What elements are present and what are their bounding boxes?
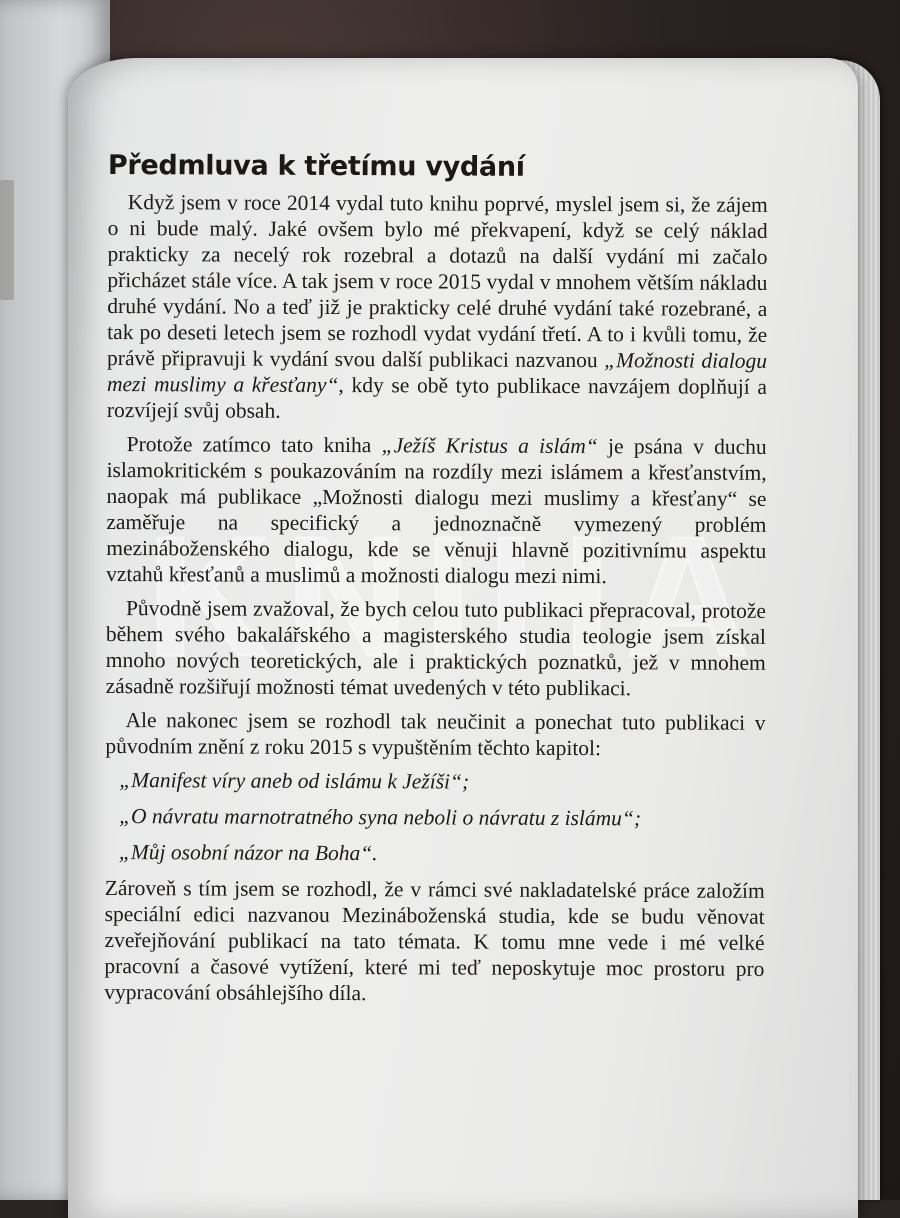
paragraph-1-book-title: „Možnosti dialogu mezi muslimy a křesťany“ [106, 348, 768, 398]
watermark-letter: H [487, 502, 611, 692]
removed-chapter-item: „Můj osobní názor na Boha“. [118, 840, 378, 866]
watermark-letter: N [285, 502, 409, 692]
watermark-letter: K [146, 502, 270, 692]
removed-chapter-item: „O návratu marnotratného syna neboli o návratu z islámu“; [119, 804, 642, 831]
paragraph-2-text: Protože zatímco tato kniha [126, 432, 382, 458]
paragraph-2-text-end: je psána v duchu islamokritickém s poukazováním na rozdíly mezi islámem a křesťanstvím, naopak má publikace „Možnosti dialogu mezi muslimy a křesťany“ se zaměřuje na specifický a jednoznačně vymezený problém mezináboženského dialogu, kde se věnuji hlavně pozitivnímu aspektu vztahů křesťanů a muslimů a možnosti dialogu mezi nimi. [106, 434, 767, 589]
paragraph-4: Ale nakonec jsem se rozhodl tak neučinit a ponechat tuto publikaci v původním znění z roku 2015 s vypuštěním těchto kapitol: [105, 708, 766, 761]
paragraph-1 [107, 189, 768, 426]
left-page-mark [0, 180, 14, 300]
watermark-letter: I [424, 502, 472, 692]
paragraph-1-text-end: , kdy se obě tyto publikace navzájem doplňují a rozvíjejí svůj obsah. [106, 373, 768, 423]
paragraph-5: Zároveň s tím jsem se rozhodl, že v rámci své nakladatelské práce založím speciální edici nazvanou Mezináboženská studia, kde se budu věnovat zveřejňování publikací na tato témata. K tomu mne vede i mé velké pracovní a časové vytížení, které mi teď neposkytuje moc prostoru pro vypracování obsáhlejšího díla. [104, 875, 765, 1006]
paragraph-3: Původně jsem zvažoval, že bych celou tuto publikaci přepracoval, protože během svého bakalářského a magisterského studia teologie jsem získal mnoho nových teoretických, ale i praktických poznatků, jež v mnohem zásadně rozšiřují možnosti témat uvedených v této publikaci. [105, 596, 767, 701]
paragraph-2 [106, 431, 767, 590]
watermark-letter: A [626, 502, 750, 692]
paragraph-2-book-title: „Ježíš Kristus a islám“ [381, 433, 598, 459]
paragraph-1-text: Když jsem v roce 2014 vydal tuto knihu poprvé, myslel jsem si, že zájem o ni bude malý. Jaké ovšem bylo mé překvapení, když se celý náklad prakticky za necelý rok rozebral a dotazů na další vydání mi začalo přicházet stále více. A tak jsem v roce 2015 vydal v mnohem větším nákladu druhé vydání. No a teď již je prakticky celé druhé vydání také rozebrané, a tak po deseti letech jsem se rozhodl vydat vydání třetí. A to i kvůli tomu, že právě připravuji k vydání svou další publikaci nazvanou [107, 190, 768, 373]
removed-chapters-list [119, 767, 765, 868]
page-content [104, 150, 768, 1016]
chapter-heading: Předmluva k třetímu vydání [107, 150, 525, 183]
removed-chapter-item: „Manifest víry aneb od islámu k Ježíši“; [119, 768, 470, 794]
